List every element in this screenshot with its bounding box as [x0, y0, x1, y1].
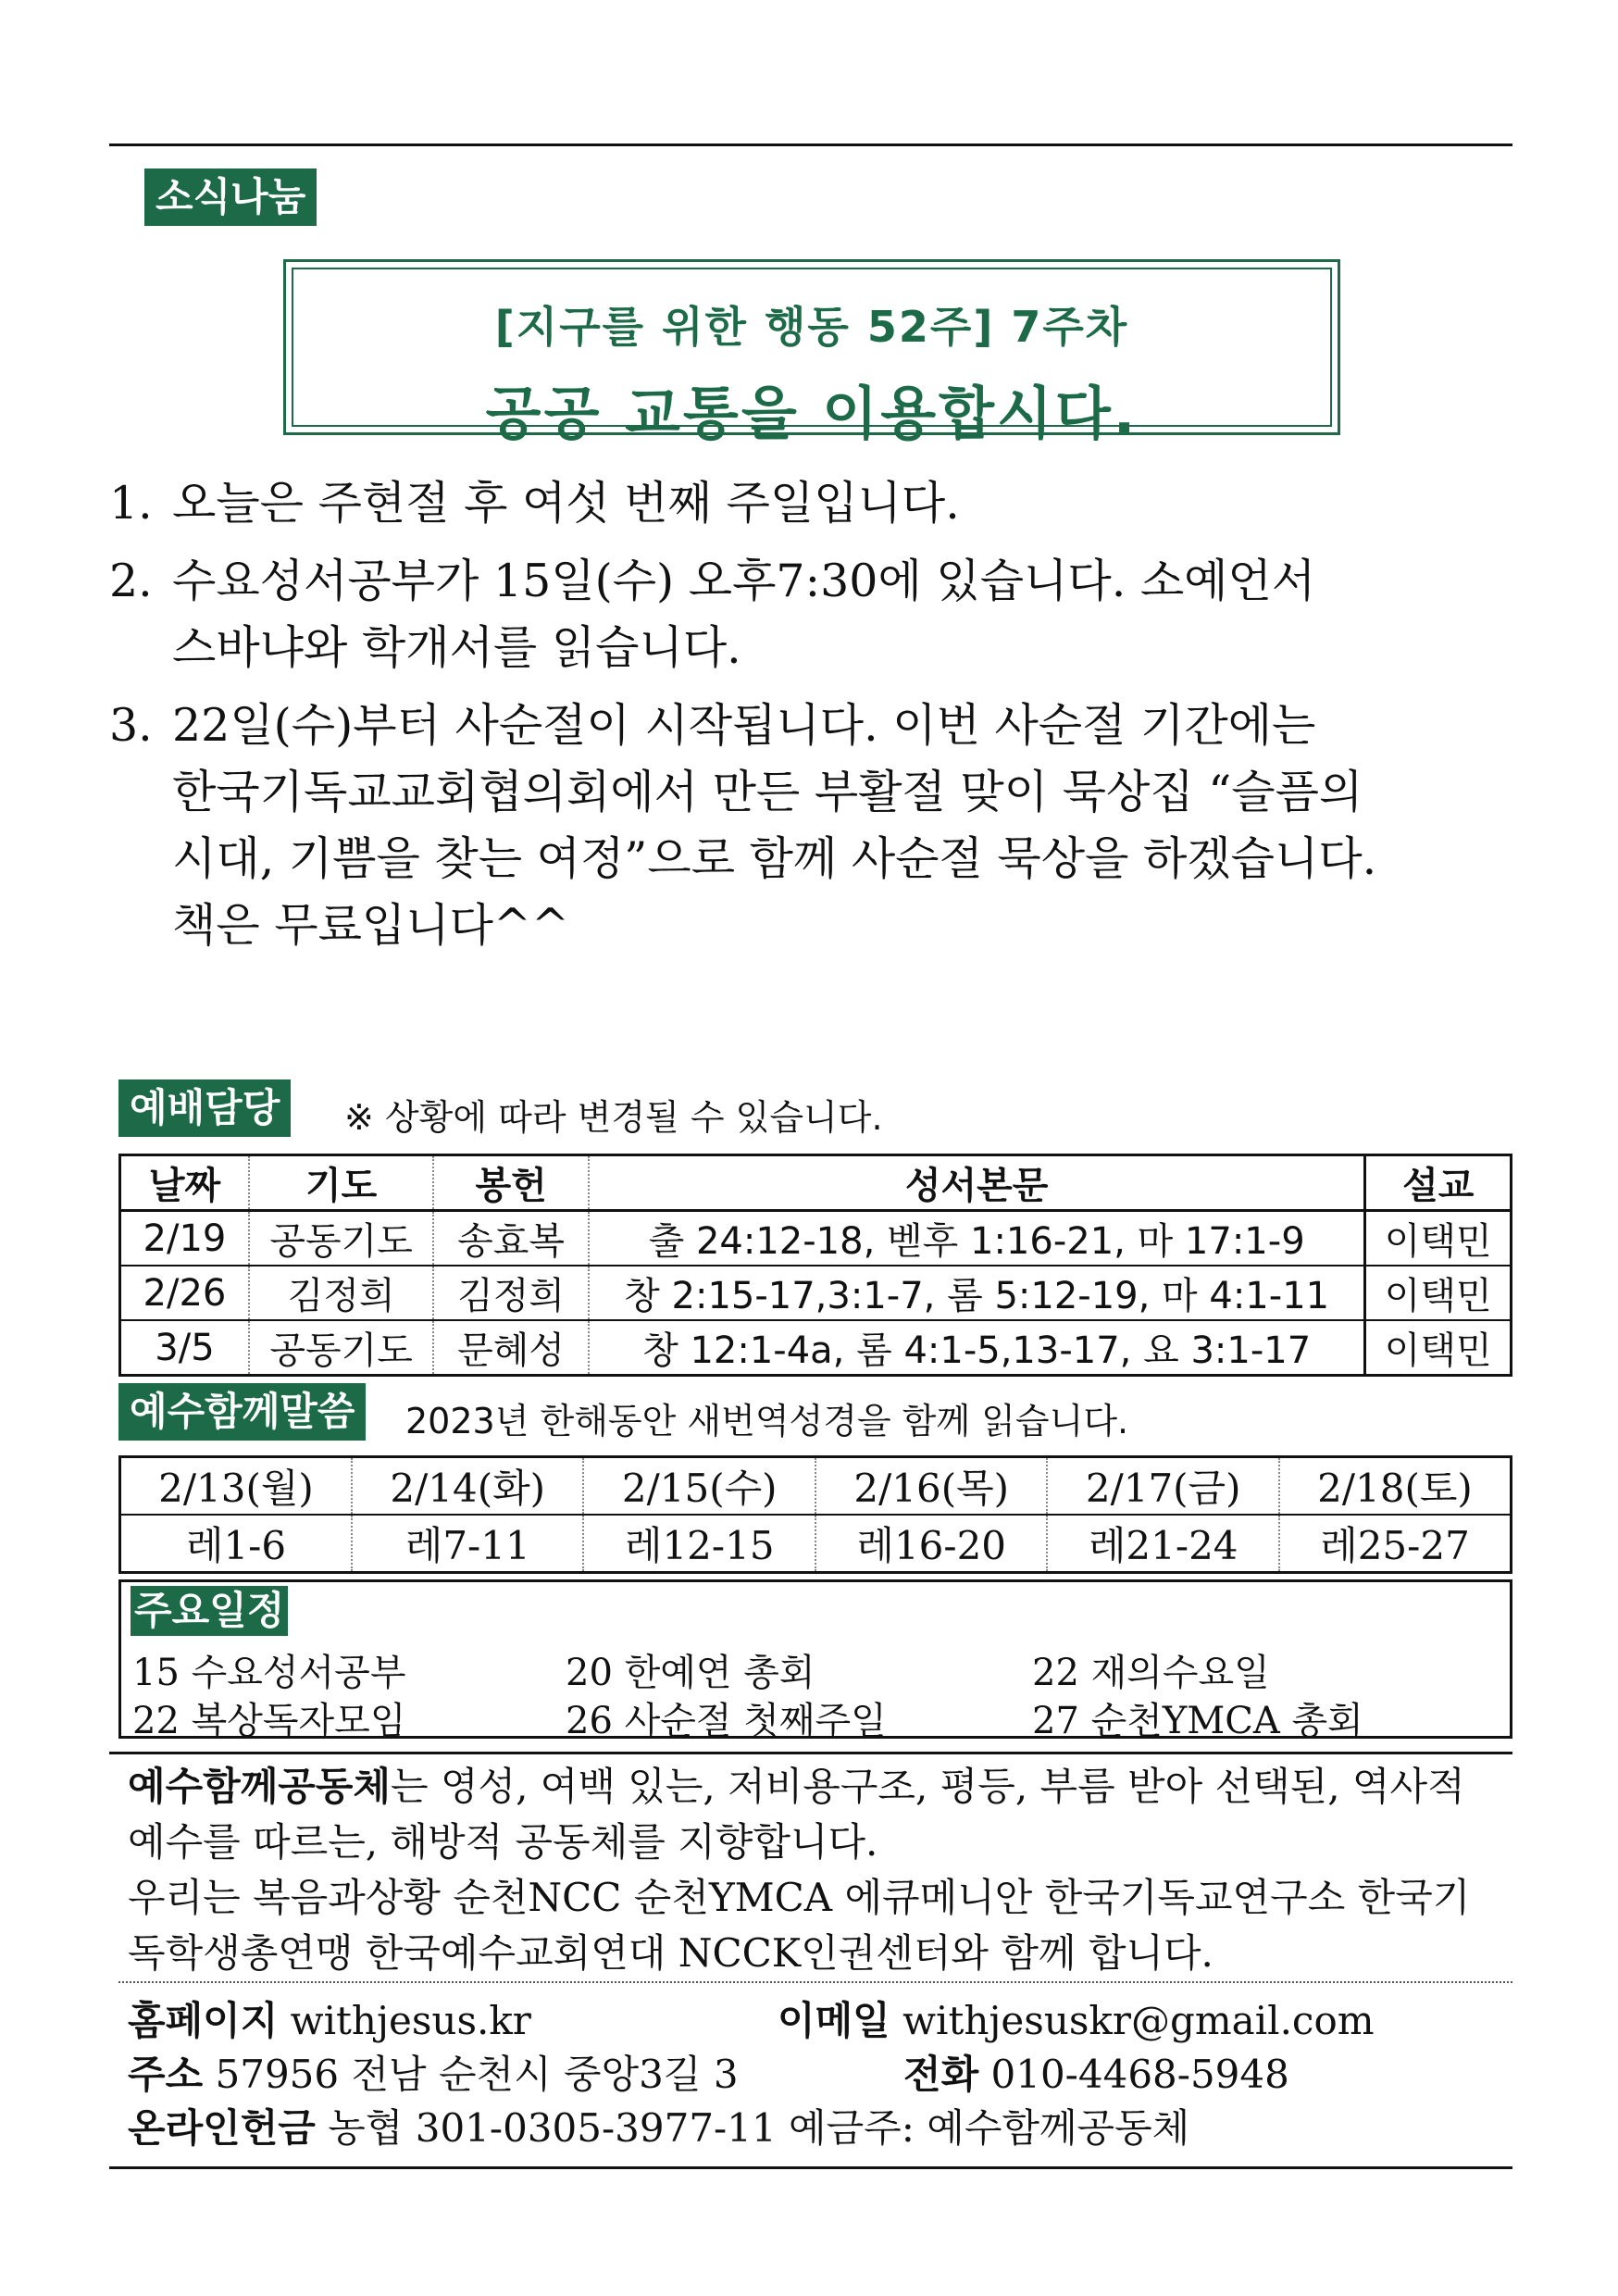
- reading-date: 2/16(목): [815, 1457, 1047, 1516]
- reading-passage: 레16-20: [815, 1515, 1047, 1573]
- cell-date: 2/19: [120, 1211, 249, 1267]
- service-note: ※ 상황에 따라 변경될 수 있습니다.: [344, 1097, 883, 1138]
- news-tag: 소식나눔: [144, 168, 317, 226]
- news-item-number: 3.: [109, 699, 153, 752]
- news-item: [109, 693, 1498, 959]
- schedule-item: 20 한예연 총회: [566, 1652, 815, 1694]
- email-label: 이메일: [778, 1998, 890, 2043]
- column-header-sermon: 설교: [1365, 1155, 1512, 1211]
- banner-inner: [292, 268, 1332, 447]
- cell-date: 2/26: [120, 1266, 249, 1320]
- phone-line: [903, 2044, 1289, 2100]
- cell-sermon: 이택민: [1365, 1266, 1512, 1320]
- reading-date: 2/18(토): [1279, 1457, 1512, 1516]
- reading-date: 2/13(월): [158, 1466, 314, 1511]
- address-line: [128, 2044, 739, 2100]
- cell-offering: 김정희: [433, 1266, 588, 1320]
- news-item-text: 수요성서공부가 15일(수) 오후7:30에 있습니다. 소예언서 스바냐와 학개서를 읽습니다.: [172, 555, 1316, 674]
- community-statement: [128, 1759, 1507, 1870]
- cell-prayer: 공동기도: [249, 1211, 433, 1267]
- cell-sermon: 이택민: [1365, 1320, 1512, 1376]
- table-row: [120, 1211, 1512, 1267]
- reading-passage: 레21-24: [1047, 1515, 1278, 1573]
- schedule-item: 27 순천YMCA 총회: [1032, 1700, 1363, 1742]
- reading-date: 2/14(화): [352, 1457, 583, 1516]
- community-description: 는 영성, 여백 있는, 저비용구조, 평등, 부름 받아 선택된, 역사적 예수를 따르는, 해방적 공동체를 지향합니다.: [128, 1764, 1465, 1865]
- footer-rule: [109, 1752, 1512, 1754]
- schedule-tag: 주요일정: [131, 1586, 288, 1636]
- schedule-box: [118, 1579, 1512, 1742]
- news-list: [109, 470, 1498, 970]
- table-row: [120, 1266, 1512, 1320]
- reading-date-row: [120, 1457, 1512, 1516]
- top-rule: [109, 144, 1512, 146]
- banner: [283, 259, 1340, 447]
- table-row: [120, 1320, 1512, 1376]
- service-table: [118, 1154, 1512, 1377]
- offering-value: 농협 301-0305-3977-11 예금주: 예수함께공동체: [328, 2105, 1190, 2151]
- schedule-item: 22 재의수요일: [1032, 1652, 1270, 1694]
- schedule-item: 15 수요성서공부: [132, 1652, 406, 1694]
- address-label: 주소: [128, 2052, 204, 2097]
- address-value: 57956 전남 순천시 중앙3길 3: [215, 2052, 739, 2097]
- news-item: [109, 548, 1498, 681]
- email-link[interactable]: withjesuskr@gmail.com: [902, 1998, 1375, 2043]
- banner-title: 공공 교통을 이용합시다.: [485, 380, 1139, 447]
- cell-offering: 송효복: [433, 1211, 588, 1267]
- news-item-number: 1.: [109, 477, 153, 530]
- footer-divider: [118, 1981, 1512, 1983]
- email-line: [778, 1990, 1375, 2046]
- news-item-number: 2.: [109, 555, 153, 607]
- bottom-rule: [109, 2166, 1512, 2169]
- cell-sermon: 이택민: [1365, 1211, 1512, 1267]
- service-tag: 예배담당: [118, 1079, 291, 1137]
- schedule-item: 26 사순절 첫째주일: [566, 1700, 887, 1742]
- reading-passage: 레25-27: [1279, 1515, 1512, 1573]
- phone-label: 전화: [903, 2052, 979, 2097]
- reading-passage: 레12-15: [583, 1515, 815, 1573]
- cell-prayer: 김정희: [249, 1266, 433, 1320]
- homepage-link[interactable]: withjesus.kr: [290, 1998, 531, 2043]
- reading-passage: 레1-6: [120, 1515, 353, 1573]
- reading-passage-row: [120, 1515, 1512, 1573]
- cell-offering: 문혜성: [433, 1320, 588, 1376]
- reading-table: [118, 1455, 1512, 1574]
- cell-date: 3/5: [120, 1320, 249, 1376]
- offering-label: 온라인헌금: [128, 2105, 316, 2151]
- news-item: [109, 470, 1498, 537]
- homepage-label: 홈페이지: [128, 1998, 279, 2043]
- cell-prayer: 공동기도: [249, 1320, 433, 1376]
- cell-scripture: 창 2:15-17,3:1-7, 롬 5:12-19, 마 4:1-11: [589, 1266, 1365, 1320]
- service-header-row: [120, 1155, 1512, 1211]
- cell-scripture: 창 12:1-4a, 롬 4:1-5,13-17, 요 3:1-17: [589, 1320, 1365, 1376]
- reading-date: 2/17(금): [1047, 1457, 1278, 1516]
- community-name: 예수함께공동체: [128, 1764, 392, 1809]
- column-header-scripture: 성서본문: [589, 1155, 1365, 1211]
- cell-scripture: 출 24:12-18, 벧후 1:16-21, 마 17:1-9: [589, 1211, 1365, 1267]
- schedule-item: 22 복상독자모임: [132, 1700, 406, 1742]
- news-item-text: 22일(수)부터 사순절이 시작됩니다. 이번 사순절 기간에는 한국기독교교회협의회에서 만든 부활절 맞이 묵상집 “슬픔의 시대, 기쁨을 찾는 여정”으로 함께 사순절 묵상을 하겠습니다. 책은 무료입니다^^: [172, 699, 1377, 952]
- footer-text: [128, 1759, 1507, 1981]
- partners-text: 우리는 복음과상황 순천NCC 순천YMCA 에큐메니안 한국기독교연구소 한국기독학생총연맹 한국예수교회연대 NCCK인권센터와 함께 합니다.: [128, 1875, 1471, 1976]
- offering-line: [128, 2098, 1189, 2153]
- reading-tag: 예수함께말씀: [118, 1383, 366, 1441]
- reading-passage: 레7-11: [352, 1515, 583, 1573]
- banner-subtitle: [지구를 위한 행동 52주] 7주차: [494, 302, 1129, 352]
- column-header-offering: 봉헌: [433, 1155, 588, 1211]
- homepage-line: [128, 1990, 531, 2046]
- column-header-date: 날짜: [120, 1155, 249, 1211]
- news-item-text: 오늘은 주현절 후 여섯 번째 주일입니다.: [172, 477, 960, 530]
- reading-date: 2/15(수): [583, 1457, 815, 1516]
- reading-note: 2023년 한해동안 새번역성경을 함께 읽습니다.: [405, 1401, 1129, 1441]
- column-header-prayer: 기도: [249, 1155, 433, 1211]
- phone-value: 010-4468-5948: [990, 2052, 1289, 2097]
